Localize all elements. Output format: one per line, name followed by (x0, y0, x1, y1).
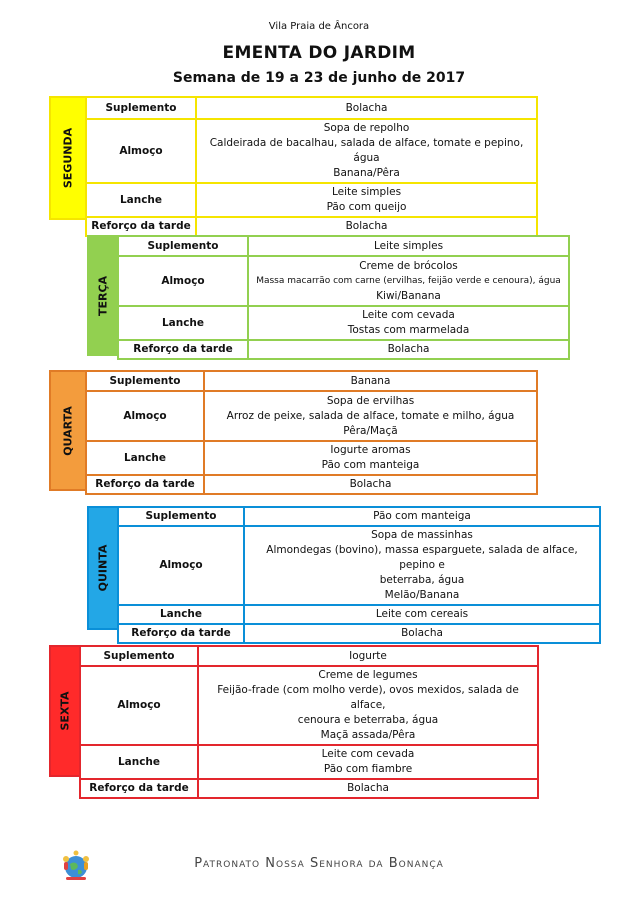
menu-table-sexta (79, 645, 539, 799)
day-label-sexta: SEXTA (49, 645, 79, 777)
day-block-quinta (87, 506, 601, 644)
page-title: EMENTA DO JARDIM (222, 43, 416, 63)
cell-almoco: Creme de legumes Feijão-frade (com molho verde), ovos mexidos, salada de alface, cenoura e beterraba, água Maçã assada/Pêra (198, 666, 538, 745)
cell-lanche: Leite com cereais (244, 605, 600, 624)
label-suplemento: Suplemento (118, 507, 244, 526)
cell-suplemento: Bolacha (196, 97, 537, 119)
town-name: Vila Praia de Âncora (268, 21, 370, 32)
label-almoco: Almoço (86, 391, 204, 441)
day-block-terca (87, 235, 570, 360)
label-reforco: Reforço da tarde (80, 779, 198, 798)
label-almoco: Almoço (86, 119, 196, 183)
label-lanche: Lanche (86, 183, 196, 217)
menu-table-quinta (117, 506, 601, 644)
cell-almoco: Creme de brócolos Massa macarrão com carne (ervilhas, feijão verde e cenoura), água Kiwi/Banana (248, 256, 569, 306)
cell-almoco: Sopa de repolho Caldeirada de bacalhau, salada de alface, tomate e pepino, água Banana/Pêra (196, 119, 537, 183)
menu-table-terca (117, 235, 570, 360)
day-label-quarta: QUARTA (49, 370, 85, 491)
cell-suplemento: Iogurte (198, 646, 538, 666)
cell-suplemento: Pão com manteiga (244, 507, 600, 526)
label-suplemento: Suplemento (80, 646, 198, 666)
day-label-quinta: QUINTA (87, 506, 117, 630)
label-suplemento: Suplemento (86, 97, 196, 119)
label-reforco: Reforço da tarde (118, 624, 244, 643)
cell-reforco: Bolacha (248, 340, 569, 359)
label-almoco: Almoço (118, 256, 248, 306)
cell-reforco: Bolacha (244, 624, 600, 643)
label-almoco: Almoço (80, 666, 198, 745)
day-block-quarta (49, 370, 538, 495)
menu-table-segunda (85, 96, 538, 237)
label-almoco: Almoço (118, 526, 244, 605)
cell-reforco: Bolacha (204, 475, 537, 494)
label-suplemento: Suplemento (86, 371, 204, 391)
cell-almoco: Sopa de ervilhas Arroz de peixe, salada de alface, tomate e milho, água Pêra/Maçã (204, 391, 537, 441)
menu-table-quarta (85, 370, 538, 495)
cell-almoco: Sopa de massinhas Almondegas (bovino), massa esparguete, salada de alface, pepino e beterraba, água Melão/Banana (244, 526, 600, 605)
cell-reforco: Bolacha (196, 217, 537, 236)
label-lanche: Lanche (86, 441, 204, 475)
day-label-segunda: SEGUNDA (49, 96, 85, 220)
label-reforco: Reforço da tarde (86, 217, 196, 236)
label-reforco: Reforço da tarde (118, 340, 248, 359)
label-lanche: Lanche (118, 605, 244, 624)
cell-lanche: Iogurte aromas Pão com manteiga (204, 441, 537, 475)
label-lanche: Lanche (80, 745, 198, 779)
cell-suplemento: Leite simples (248, 236, 569, 256)
page-subtitle: Semana de 19 a 23 de junho de 2017 (172, 70, 466, 86)
label-lanche: Lanche (118, 306, 248, 340)
organization-name: Patronato Nossa Senhora da Bonança (194, 856, 444, 871)
cell-reforco: Bolacha (198, 779, 538, 798)
label-suplemento: Suplemento (118, 236, 248, 256)
day-block-segunda (49, 96, 538, 237)
cell-lanche: Leite com cevada Tostas com marmelada (248, 306, 569, 340)
cell-lanche: Leite com cevada Pão com fiambre (198, 745, 538, 779)
day-label-terca: TERÇA (87, 235, 117, 356)
cell-lanche: Leite simples Pão com queijo (196, 183, 537, 217)
day-block-sexta (49, 645, 539, 799)
cell-suplemento: Banana (204, 371, 537, 391)
label-reforco: Reforço da tarde (86, 475, 204, 494)
